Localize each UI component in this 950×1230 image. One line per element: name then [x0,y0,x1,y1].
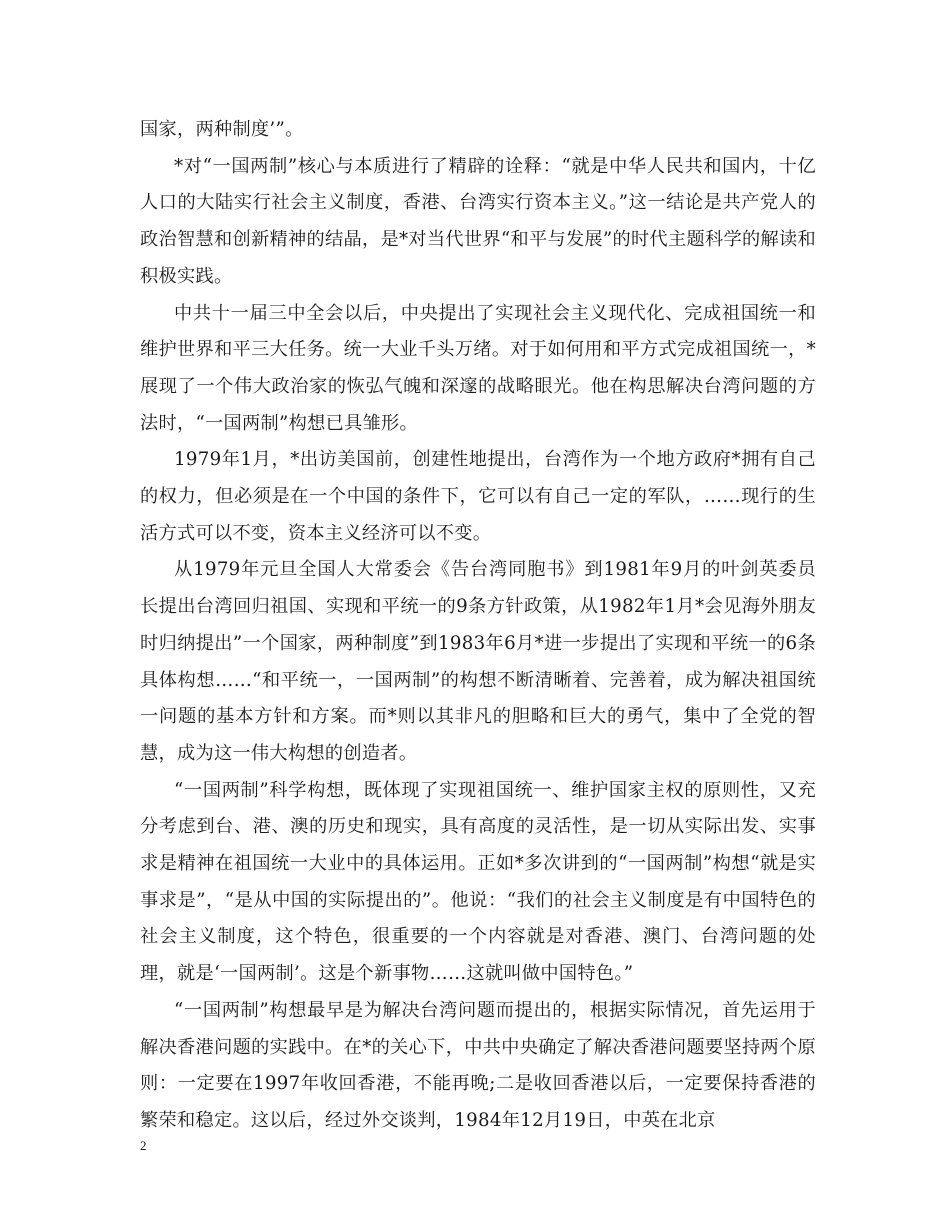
paragraph: “一国两制”构想最早是为解决台湾问题而提出的，根据实际情况，首先运用于解决香港问题的实践中。在*的关心下，中共中央确定了解决香港问题要坚持两个原则：一定要在1997年收回香港，不能再晚;二是收回香港以后，一定要保持香港的繁荣和稳定。这以后，经过外交谈判，1984年12月19日，中英在北京 [140,999,816,1131]
paragraph: 1979年1月，*出访美国前，创建性地提出，台湾作为一个地方政府*拥有自己的权力，但必须是在一个中国的条件下，它可以有自己一定的军队，……现行的生活方式可以不变，资本主义经济可以不变。 [140,449,816,544]
paragraph: “一国两制”科学构想，既体现了实现祖国统一、维护国家主权的原则性，又充分考虑到台、港、澳的历史和现实，具有高度的灵活性，是一切从实际出发、实事求是精神在祖国统一大业中的具体运用。正如*多次讲到的“一国两制”构想“就是实事求是”，“是从中国的实际提出的”。他说：“我们的社会主义制度是有中国特色的社会主义制度，这个特色，很重要的一个内容就是对香港、澳门、台湾问题的处理，就是‘一国两制’。这是个新事物……这就叫做中国特色。” [140,779,816,985]
page-number: 2 [140,1138,147,1153]
paragraph-continuation: 国家，两种制度’”。 [140,119,304,140]
document-body [140,112,816,1140]
paragraph: 从1979年元旦全国人大常委会《告台湾同胞书》到1981年9月的叶剑英委员长提出台湾回归祖国、实现和平统一的9条方针政策，从1982年1月*会见海外朋友时归纳提出”一个国家，两种制度”到1983年6月*进一步提出了实现和平统一的6条具体构想……“和平统一，一国两制”的构想不断清晰着、完善着，成为解决祖国统一问题的基本方针和方案。而*则以其非凡的胆略和巨大的勇气，集中了全党的智慧，成为这一伟大构想的创造者。 [140,559,816,764]
paragraph: 中共十一届三中全会以后，中央提出了实现社会主义现代化、完成祖国统一和维护世界和平三大任务。统一大业千头万绪。对于如何用和平方式完成祖国统一，*展现了一个伟大政治家的恢弘气魄和深邃的战略眼光。他在构思解决台湾问题的方法时，“一国两制”构想已具雏形。 [140,302,816,434]
paragraph: *对“一国两制”核心与本质进行了精辟的诠释：“就是中华人民共和国内，十亿人口的大陆实行社会主义制度，香港、台湾实行资本主义。”这一结论是共产党人的政治智慧和创新精神的结晶，是*对当代世界“和平与发展”的时代主题科学的解读和积极实践。 [140,155,816,287]
